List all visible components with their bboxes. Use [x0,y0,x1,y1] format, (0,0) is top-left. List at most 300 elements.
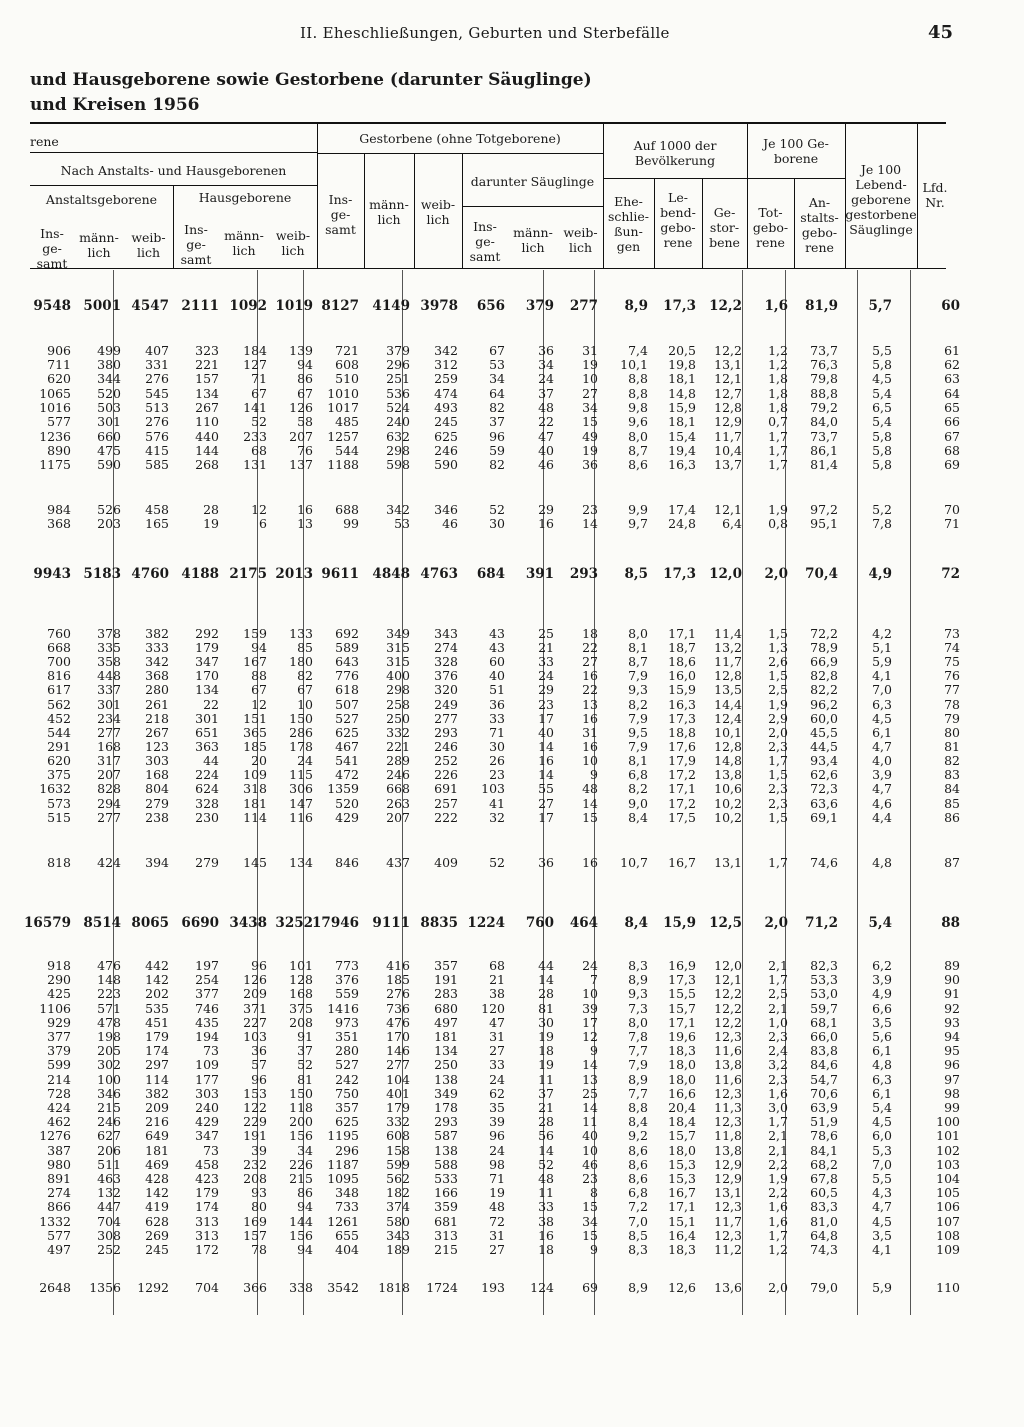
cell-gestorbene-rate: 10,1 [714,725,742,740]
cell-anstalt-maennlich: 308 [97,1228,121,1243]
cell-haus-insgesamt: 423 [195,1171,219,1186]
cell-haus-insgesamt: 2111 [181,298,219,314]
cell-saeuglinge-insgesamt: 120 [481,1001,505,1016]
hline: männ- [79,230,119,245]
cell-gestorbene-rate: 11,7 [714,1214,742,1229]
cell-gestorbene-maennlich: 476 [386,1015,410,1030]
cell-lebendgeborene-rate: 18,0 [668,1057,696,1072]
cell-gestorbene-weiblich: 533 [434,1171,458,1186]
table-row [30,371,960,387]
header-je-100-lebend-line: Säuglinge [849,222,913,237]
cell-haus-insgesamt: 221 [195,357,219,372]
cell-gestorbene-rate: 11,7 [714,429,742,444]
cell-saeuglinge-maennlich: 17 [538,810,554,825]
cell-saeuglinge-maennlich: 40 [538,443,554,458]
cell-eheschliessungen-rate: 8,9 [628,972,648,987]
cell-anstaltsgeborene-rate: 64,8 [810,1228,838,1243]
cell-haus-weiblich: 208 [289,1015,313,1030]
cell-haus-weiblich: 207 [289,429,313,444]
cell-haus-weiblich: 86 [297,371,313,386]
cell-haus-weiblich: 156 [289,1128,313,1143]
cell-saeuglinge-insgesamt: 19 [489,1185,505,1200]
cell-saeuglingssterblichkeit: 3,5 [872,1015,892,1030]
cell-totgeborene-rate: 1,5 [768,767,788,782]
cell-haus-weiblich: 37 [297,1043,313,1058]
cell-saeuglingssterblichkeit: 6,5 [872,400,892,415]
table-row [30,1128,960,1144]
cell-haus-weiblich: 226 [289,1157,313,1172]
cell-saeuglinge-maennlich: 18 [538,1043,554,1058]
cell-anstalt-maennlich: 223 [97,986,121,1001]
cell-haus-weiblich: 118 [289,1100,313,1115]
cell-gestorbene-maennlich: 146 [386,1043,410,1058]
cell-saeuglinge-weiblich: 23 [582,1171,598,1186]
cell-gestorbene-rate: 13,8 [714,1143,742,1158]
cell-anstalt-insgesamt: 290 [47,972,71,987]
cell-eheschliessungen-rate: 10,7 [620,855,648,870]
cell-eheschliessungen-rate: 6,8 [628,767,648,782]
hline: weib- [563,225,598,240]
cell-saeuglinge-insgesamt: 35 [489,1100,505,1115]
cell-totgeborene-rate: 2,3 [768,739,788,754]
cell-anstalt-weiblich: 342 [145,654,169,669]
cell-eheschliessungen-rate: 8,0 [628,626,648,641]
cell-gestorbene-weiblich: 343 [434,626,458,641]
table-row-total [24,915,960,931]
cell-saeuglinge-weiblich: 15 [582,414,598,429]
cell-gestorbene-rate: 12,8 [714,668,742,683]
cell-lebendgeborene-rate: 18,0 [668,1143,696,1158]
cell-totgeborene-rate: 2,5 [768,986,788,1001]
cell-gestorbene-insgesamt: 773 [335,958,359,973]
cell-saeuglinge-maennlich: 29 [538,502,554,517]
cell-gestorbene-weiblich: 191 [434,972,458,987]
cell-haus-weiblich: 286 [289,725,313,740]
cell-totgeborene-rate: 1,9 [768,502,788,517]
cell-totgeborene-rate: 1,3 [768,640,788,655]
cell-saeuglinge-maennlich: 44 [538,958,554,973]
cell-haus-maennlich: 151 [243,711,267,726]
cell-saeuglinge-insgesamt: 36 [489,697,505,712]
cell-gestorbene-maennlich: 240 [386,414,410,429]
cell-gestorbene-weiblich: 342 [434,343,458,358]
cell-haus-insgesamt: 19 [203,516,219,531]
cell-anstalt-weiblich: 280 [145,682,169,697]
cell-totgeborene-rate: 1,7 [768,972,788,987]
cell-lebendgeborene-rate: 17,3 [668,972,696,987]
cell-anstalt-weiblich: 576 [145,429,169,444]
cell-eheschliessungen-rate: 8,8 [628,371,648,386]
header-auf-1000-line: Bevölkerung [634,153,716,168]
header-je-100-lebend-line: gestorbene [845,207,917,222]
cell-saeuglinge-maennlich: 56 [538,1128,554,1143]
cell-eheschliessungen-rate: 8,1 [628,640,648,655]
cell-anstalt-weiblich: 394 [145,855,169,870]
cell-anstaltsgeborene-rate: 79,0 [810,1280,838,1295]
cell-haus-maennlich: 181 [243,796,267,811]
cell-lebendgeborene-rate: 19,4 [668,443,696,458]
cell-saeuglingssterblichkeit: 7,0 [872,682,892,697]
cell-saeuglinge-insgesamt: 98 [489,1157,505,1172]
cell-gestorbene-maennlich: 158 [386,1143,410,1158]
cell-gestorbene-maennlich: 170 [386,1029,410,1044]
cell-saeuglinge-maennlich: 22 [538,414,554,429]
cell-haus-maennlich: 68 [251,443,267,458]
cell-eheschliessungen-rate: 8,3 [628,1242,648,1257]
cell-haus-insgesamt: 179 [195,640,219,655]
hline: stor- [709,220,740,235]
cell-eheschliessungen-rate: 7,4 [628,343,648,358]
cell-anstalt-maennlich: 627 [97,1128,121,1143]
cell-lfd-nr: 81 [944,739,960,754]
cell-saeuglingssterblichkeit: 4,9 [872,986,892,1001]
cell-anstalt-insgesamt: 617 [47,682,71,697]
cell-gestorbene-weiblich: 134 [434,1043,458,1058]
cell-gestorbene-maennlich: 289 [386,753,410,768]
cell-saeuglinge-insgesamt: 96 [489,429,505,444]
cell-gestorbene-maennlich: 185 [386,972,410,987]
cell-anstalt-insgesamt: 452 [47,711,71,726]
cell-saeuglinge-weiblich: 19 [582,357,598,372]
cell-lebendgeborene-rate: 17,2 [668,767,696,782]
cell-gestorbene-weiblich: 259 [434,371,458,386]
cell-anstalt-maennlich: 317 [97,753,121,768]
header-darunter-saeuglinge: darunter Säuglinge [470,174,595,189]
cell-eheschliessungen-rate: 7,9 [628,739,648,754]
cell-anstaltsgeborene-rate: 63,6 [810,796,838,811]
cell-gestorbene-maennlich: 400 [386,668,410,683]
cell-saeuglinge-weiblich: 34 [582,400,598,415]
cell-haus-maennlich: 39 [251,1143,267,1158]
cell-lfd-nr: 99 [944,1100,960,1115]
cell-gestorbene-insgesamt: 559 [335,986,359,1001]
cell-saeuglinge-insgesamt: 24 [489,1072,505,1087]
cell-eheschliessungen-rate: 8,5 [624,566,648,582]
cell-lebendgeborene-rate: 18,1 [668,414,696,429]
cell-eheschliessungen-rate: 7,9 [628,711,648,726]
cell-anstalt-insgesamt: 577 [47,1228,71,1243]
table-row [30,855,960,871]
cell-saeuglinge-insgesamt: 60 [489,654,505,669]
cell-totgeborene-rate: 1,5 [768,626,788,641]
cell-lfd-nr: 83 [944,767,960,782]
cell-gestorbene-weiblich: 138 [434,1143,458,1158]
hline: rene [805,240,834,255]
cell-gestorbene-insgesamt: 8127 [321,298,359,314]
cell-saeuglinge-weiblich: 12 [582,1029,598,1044]
cell-anstaltsgeborene-rate: 88,8 [810,386,838,401]
cell-anstaltsgeborene-rate: 81,9 [805,298,838,314]
cell-haus-insgesamt: 624 [195,781,219,796]
cell-anstalt-insgesamt: 573 [47,796,71,811]
cell-anstalt-weiblich: 4760 [131,566,169,582]
cell-anstalt-weiblich: 4547 [131,298,169,314]
cell-haus-insgesamt: 22 [203,697,219,712]
cell-gestorbene-rate: 12,2 [714,1001,742,1016]
cell-gestorbene-insgesamt: 467 [335,739,359,754]
cell-anstalt-weiblich: 8065 [131,915,169,931]
cell-gestorbene-maennlich: 4848 [372,566,410,582]
cell-saeuglinge-maennlich: 24 [538,371,554,386]
cell-haus-insgesamt: 177 [195,1072,219,1087]
cell-lebendgeborene-rate: 18,0 [668,1072,696,1087]
cell-haus-insgesamt: 363 [195,739,219,754]
cell-haus-insgesamt: 240 [195,1100,219,1115]
cell-saeuglingssterblichkeit: 4,9 [868,566,892,582]
cell-totgeborene-rate: 1,6 [764,298,788,314]
hline: gebo- [752,220,789,235]
cell-eheschliessungen-rate: 9,6 [628,414,648,429]
hline: ge- [475,234,495,249]
cell-anstalt-maennlich: 503 [97,400,121,415]
cell-eheschliessungen-rate: 9,0 [628,796,648,811]
cell-saeuglingssterblichkeit: 3,5 [872,1228,892,1243]
cell-haus-maennlich: 78 [251,1242,267,1257]
cell-lebendgeborene-rate: 16,3 [668,697,696,712]
cell-haus-insgesamt: 44 [203,753,219,768]
cell-gestorbene-insgesamt: 721 [335,343,359,358]
cell-saeuglingssterblichkeit: 4,8 [872,1057,892,1072]
cell-gestorbene-weiblich: 681 [434,1214,458,1229]
cell-anstalt-insgesamt: 9943 [33,566,71,582]
cell-lfd-nr: 77 [944,682,960,697]
cell-gestorbene-insgesamt: 1017 [327,400,359,415]
cell-gestorbene-maennlich: 401 [386,1086,410,1101]
cell-anstaltsgeborene-rate: 68,1 [810,1015,838,1030]
cell-anstalt-insgesamt: 906 [47,343,71,358]
cell-haus-maennlich: 103 [243,1029,267,1044]
cell-gestorbene-rate: 11,6 [714,1043,742,1058]
cell-lfd-nr: 62 [944,357,960,372]
cell-anstalt-maennlich: 215 [97,1100,121,1115]
cell-saeuglingssterblichkeit: 5,4 [872,414,892,429]
cell-gestorbene-insgesamt: 625 [335,1114,359,1129]
cell-saeuglinge-insgesamt: 1224 [467,915,505,931]
hline: männ- [224,228,264,243]
cell-anstalt-maennlich: 198 [97,1029,121,1044]
cell-haus-insgesamt: 292 [195,626,219,641]
cell-anstalt-weiblich: 218 [145,711,169,726]
cell-haus-insgesamt: 458 [195,1157,219,1172]
cell-anstaltsgeborene-rate: 83,3 [810,1199,838,1214]
cell-anstaltsgeborene-rate: 74,6 [810,855,838,870]
cell-anstalt-insgesamt: 980 [47,1157,71,1172]
cell-gestorbene-weiblich: 1724 [426,1280,458,1295]
cell-totgeborene-rate: 2,1 [768,958,788,973]
cell-anstalt-insgesamt: 274 [47,1185,71,1200]
cell-lebendgeborene-rate: 15,3 [668,1171,696,1186]
cell-eheschliessungen-rate: 8,5 [628,1228,648,1243]
cell-totgeborene-rate: 2,3 [768,796,788,811]
cell-anstaltsgeborene-rate: 59,7 [810,1001,838,1016]
cell-anstalt-maennlich: 234 [97,711,121,726]
cell-saeuglingssterblichkeit: 5,8 [872,443,892,458]
cell-gestorbene-weiblich: 4763 [420,566,458,582]
cell-gestorbene-weiblich: 257 [434,796,458,811]
cell-saeuglingssterblichkeit: 4,5 [872,711,892,726]
cell-anstalt-weiblich: 628 [145,1214,169,1229]
table-row [30,1057,960,1073]
cell-anstalt-insgesamt: 599 [47,1057,71,1072]
cell-haus-weiblich: 180 [289,654,313,669]
hline: lich [136,245,161,260]
cell-gestorbene-insgesamt: 510 [335,371,359,386]
cell-saeuglinge-weiblich: 16 [582,739,598,754]
cell-anstalt-weiblich: 368 [145,668,169,683]
cell-saeuglinge-maennlich: 16 [538,516,554,531]
cell-saeuglingssterblichkeit: 5,5 [872,1171,892,1186]
header-je-100-line: Je 100 Ge- [763,136,829,151]
cell-saeuglinge-insgesamt: 26 [489,753,505,768]
cell-gestorbene-rate: 6,4 [722,516,742,531]
cell-anstalt-insgesamt: 2648 [39,1280,71,1295]
cell-haus-maennlich: 141 [243,400,267,415]
cell-lfd-nr: 82 [944,753,960,768]
cell-haus-maennlich: 153 [243,1086,267,1101]
running-title: II. Eheschließungen, Geburten und Sterbefälle [300,24,670,42]
cell-anstalt-maennlich: 358 [97,654,121,669]
cell-lebendgeborene-rate: 16,0 [668,668,696,683]
cell-gestorbene-insgesamt: 280 [335,1043,359,1058]
cell-anstalt-weiblich: 279 [145,796,169,811]
hline: Tot- [758,205,783,220]
header-lfd-nr-line: Lfd. [922,180,948,195]
cell-gestorbene-rate: 12,1 [714,371,742,386]
cell-eheschliessungen-rate: 8,4 [628,1114,648,1129]
cell-gestorbene-weiblich: 138 [434,1072,458,1087]
cell-saeuglinge-maennlich: 81 [538,1001,554,1016]
cell-gestorbene-maennlich: 349 [386,626,410,641]
cell-anstalt-insgesamt: 562 [47,697,71,712]
cell-haus-weiblich: 139 [289,343,313,358]
cell-saeuglingssterblichkeit: 4,2 [872,626,892,641]
cell-totgeborene-rate: 3,2 [768,1057,788,1072]
cell-gestorbene-weiblich: 249 [434,697,458,712]
cell-lebendgeborene-rate: 16,7 [668,855,696,870]
cell-gestorbene-insgesamt: 376 [335,972,359,987]
cell-saeuglinge-insgesamt: 62 [489,1086,505,1101]
cell-haus-weiblich: 58 [297,414,313,429]
cell-haus-insgesamt: 170 [195,668,219,683]
cell-gestorbene-maennlich: 250 [386,711,410,726]
cell-lebendgeborene-rate: 15,9 [663,915,696,931]
cell-gestorbene-weiblich: 691 [434,781,458,796]
cell-lebendgeborene-rate: 15,1 [668,1214,696,1229]
cell-anstaltsgeborene-rate: 78,6 [810,1128,838,1143]
cell-lebendgeborene-rate: 18,4 [668,1114,696,1129]
header-nach-anstalts-hausgeborenen: Nach Anstalts- und Hausgeborenen [60,163,287,178]
cell-anstaltsgeborene-rate: 81,0 [810,1214,838,1229]
table-row [30,810,960,826]
hline: Le- [668,190,688,205]
cell-totgeborene-rate: 1,9 [768,1171,788,1186]
cell-saeuglinge-maennlich: 25 [538,626,554,641]
cell-gestorbene-weiblich: 181 [434,1029,458,1044]
cell-saeuglinge-insgesamt: 68 [489,958,505,973]
cell-anstalt-insgesamt: 425 [47,986,71,1001]
cell-anstaltsgeborene-rate: 93,4 [810,753,838,768]
cell-gestorbene-insgesamt: 655 [335,1228,359,1243]
cell-haus-insgesamt: 179 [195,1185,219,1200]
cell-totgeborene-rate: 2,0 [764,915,788,931]
cell-gestorbene-rate: 12,0 [709,566,742,582]
cell-gestorbene-maennlich: 332 [386,1114,410,1129]
cell-anstalt-weiblich: 451 [145,1015,169,1030]
cell-saeuglinge-weiblich: 31 [582,725,598,740]
cell-eheschliessungen-rate: 9,5 [628,725,648,740]
cell-anstalt-weiblich: 276 [145,414,169,429]
cell-haus-weiblich: 150 [289,1086,313,1101]
cell-anstalt-maennlich: 571 [97,1001,121,1016]
cell-anstalt-weiblich: 804 [145,781,169,796]
cell-anstalt-weiblich: 269 [145,1228,169,1243]
cell-gestorbene-maennlich: 342 [386,502,410,517]
hline: weib- [131,230,166,245]
cell-anstalt-maennlich: 8514 [83,915,121,931]
cell-lfd-nr: 87 [944,855,960,870]
cell-haus-weiblich: 94 [297,357,313,372]
cell-saeuglinge-maennlich: 37 [538,386,554,401]
cell-haus-maennlich: 96 [251,958,267,973]
cell-anstalt-maennlich: 380 [97,357,121,372]
cell-gestorbene-insgesamt: 973 [335,1015,359,1030]
cell-saeuglinge-weiblich: 31 [582,343,598,358]
cell-saeuglinge-maennlich: 14 [538,972,554,987]
cell-eheschliessungen-rate: 8,4 [628,810,648,825]
cell-anstalt-maennlich: 704 [97,1214,121,1229]
cell-haus-weiblich: 150 [289,711,313,726]
cell-lebendgeborene-rate: 17,2 [668,796,696,811]
cell-gestorbene-rate: 13,6 [714,1280,742,1295]
cell-totgeborene-rate: 1,7 [768,443,788,458]
cell-anstalt-maennlich: 520 [97,386,121,401]
cell-haus-insgesamt: 313 [195,1214,219,1229]
cell-saeuglinge-insgesamt: 656 [476,298,505,314]
cell-gestorbene-rate: 12,2 [714,986,742,1001]
hline: lich [232,243,256,258]
cell-totgeborene-rate: 1,8 [768,386,788,401]
cell-haus-insgesamt: 429 [195,1114,219,1129]
cell-haus-maennlich: 57 [251,1057,267,1072]
cell-saeuglinge-weiblich: 27 [582,654,598,669]
cell-totgeborene-rate: 2,3 [768,1029,788,1044]
cell-haus-maennlich: 126 [243,972,267,987]
hline: ge- [330,207,351,222]
cell-gestorbene-weiblich: 46 [442,516,458,531]
cell-anstaltsgeborene-rate: 53,0 [810,986,838,1001]
cell-gestorbene-weiblich: 590 [434,457,458,472]
cell-haus-weiblich: 67 [297,386,313,401]
cell-gestorbene-weiblich: 250 [434,1057,458,1072]
hline: weib- [275,228,311,243]
cell-gestorbene-maennlich: 207 [386,810,410,825]
cell-lfd-nr: 76 [944,668,960,683]
cell-gestorbene-maennlich: 182 [386,1185,410,1200]
cell-saeuglinge-maennlich: 52 [538,1157,554,1172]
cell-haus-insgesamt: 313 [195,1228,219,1243]
cell-anstalt-insgesamt: 387 [47,1143,71,1158]
cell-anstalt-weiblich: 333 [145,640,169,655]
cell-eheschliessungen-rate: 9,9 [628,502,648,517]
cell-haus-insgesamt: 254 [195,972,219,987]
cell-gestorbene-rate: 10,4 [714,443,742,458]
cell-gestorbene-insgesamt: 1261 [327,1214,359,1229]
cell-anstalt-weiblich: 245 [145,1242,169,1257]
cell-gestorbene-weiblich: 588 [434,1157,458,1172]
cell-anstalt-weiblich: 238 [145,810,169,825]
cell-anstalt-maennlich: 448 [97,668,121,683]
cell-saeuglinge-maennlich: 36 [538,343,554,358]
